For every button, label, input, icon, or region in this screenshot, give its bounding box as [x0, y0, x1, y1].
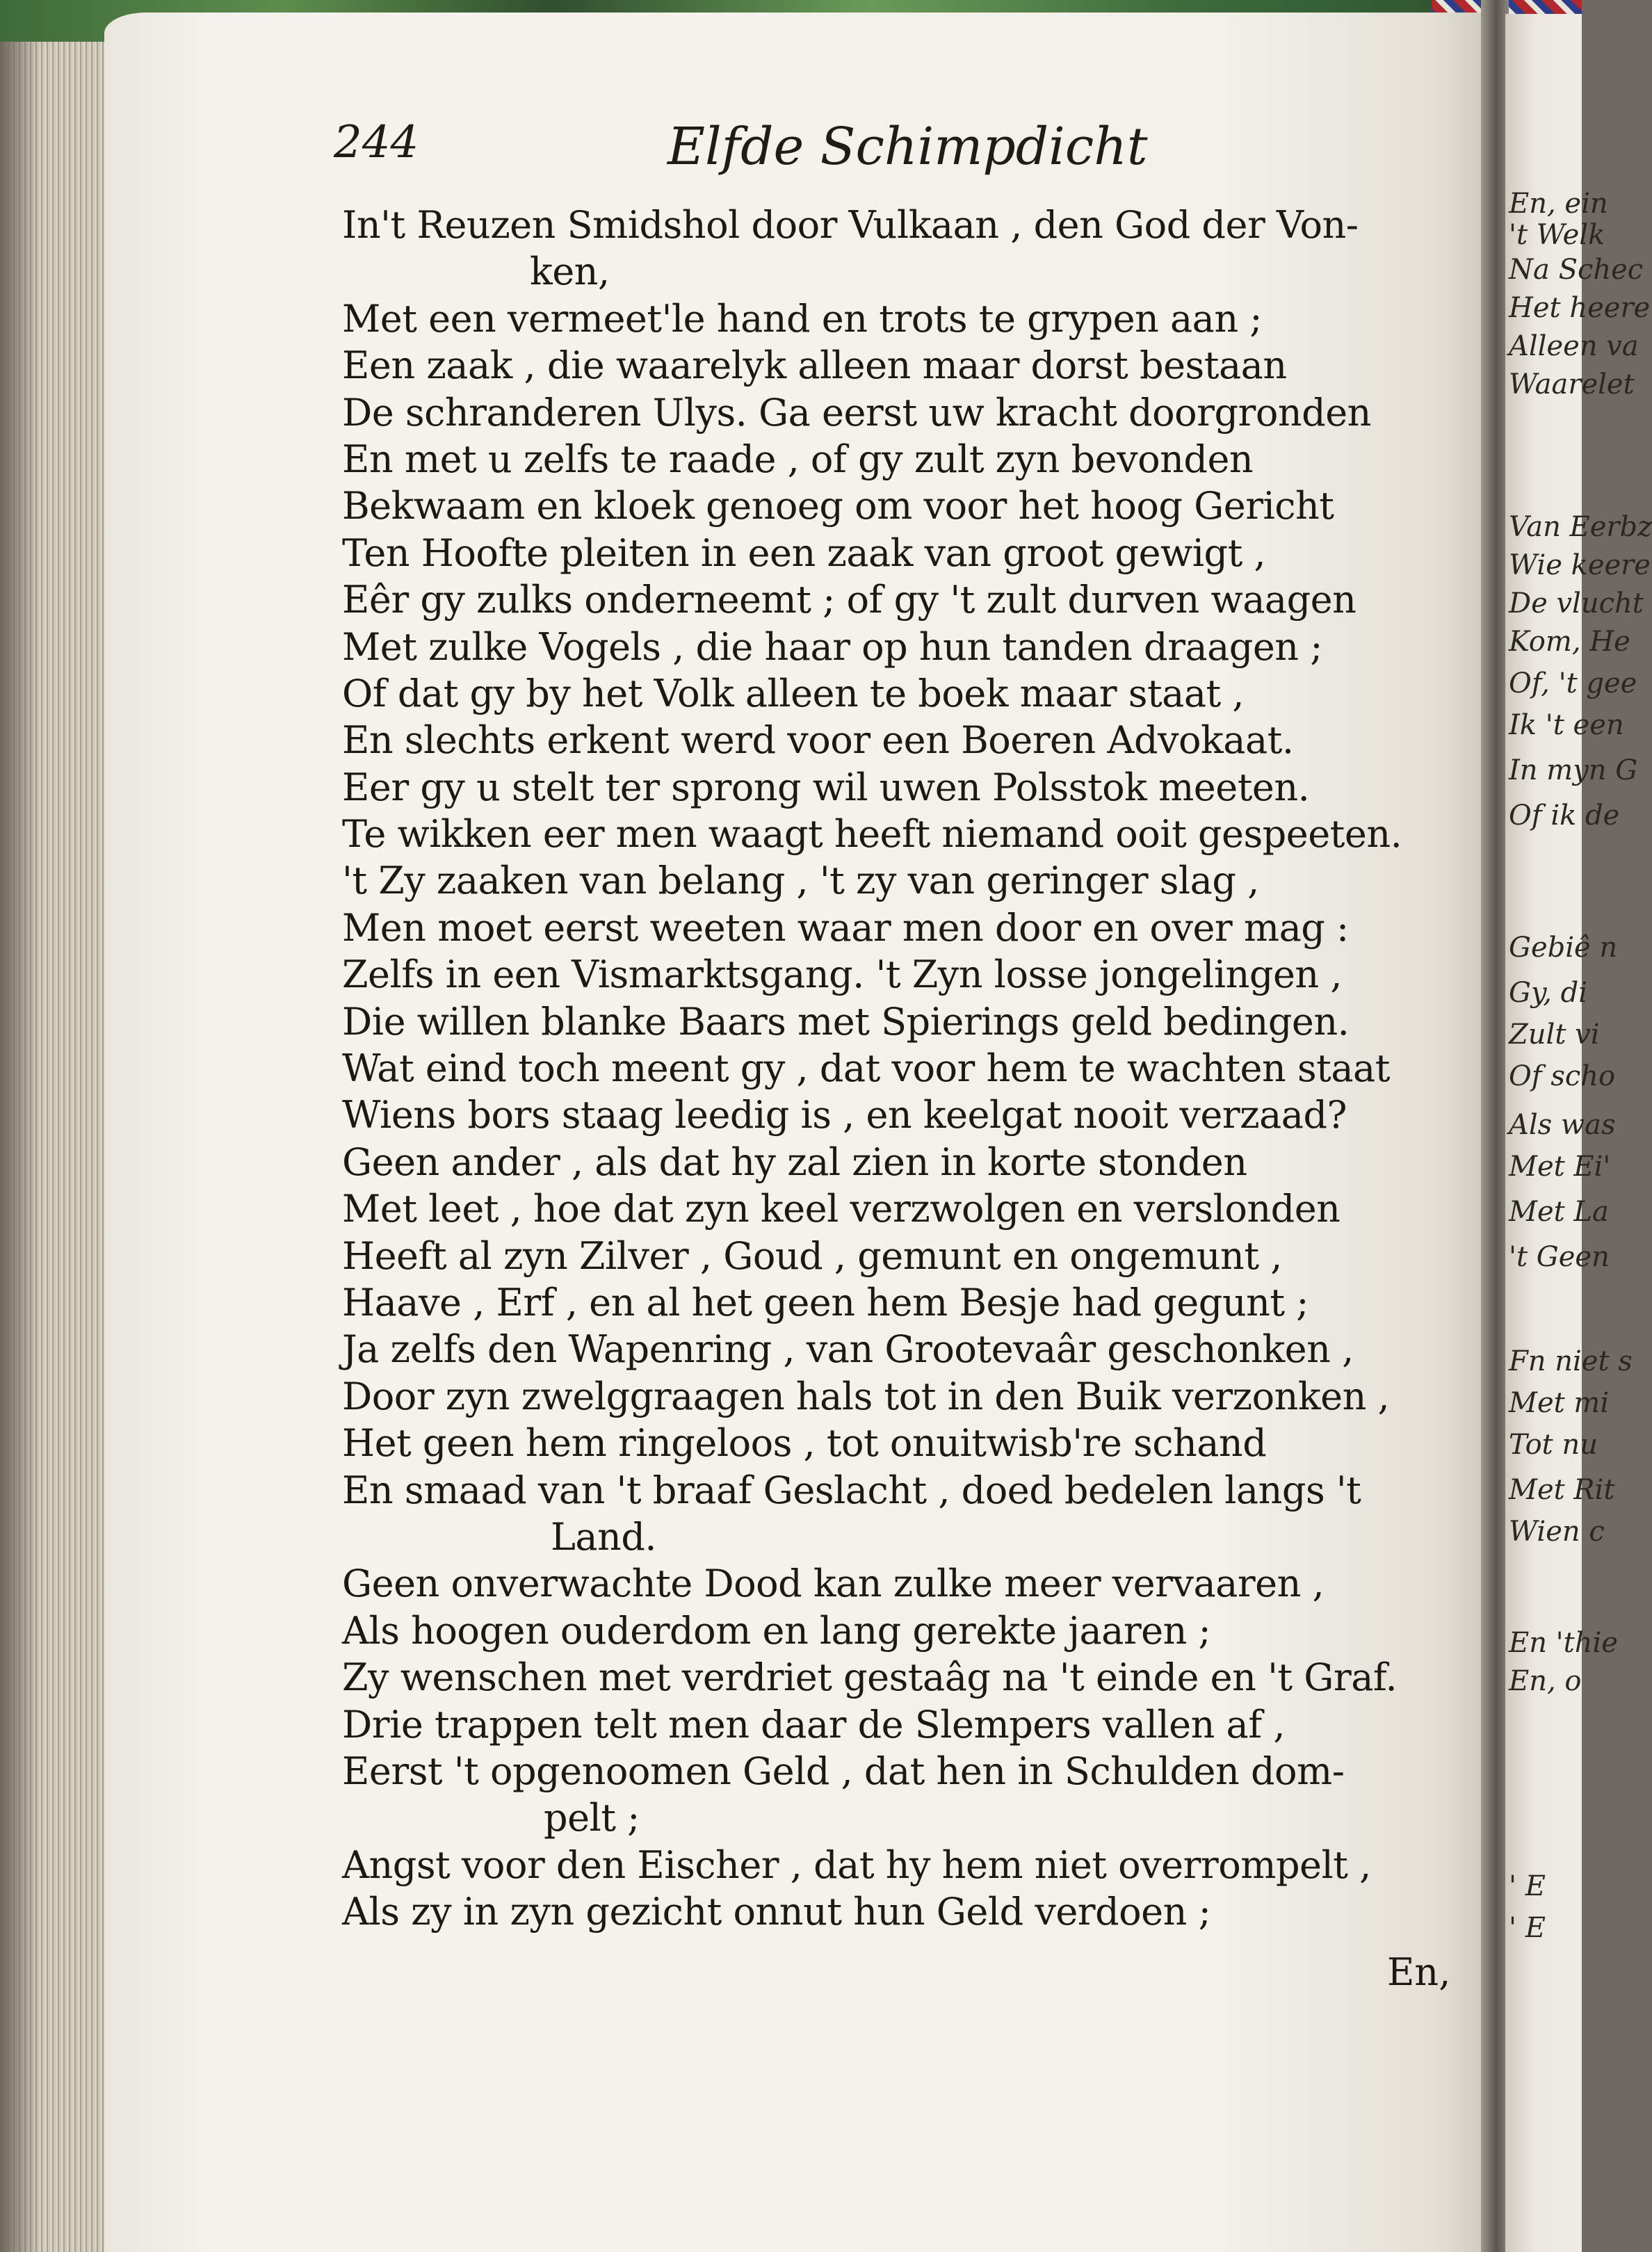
facing-page-line: In myn G [1509, 754, 1638, 786]
facing-page-line: Met La [1509, 1196, 1609, 1228]
poem-line: Te wikken eer men waagt heeft niemand ooit gespeeten. [342, 812, 1402, 857]
facing-page-line: En 'thie [1509, 1627, 1618, 1659]
facing-page-line: Of ik de [1509, 800, 1620, 832]
poem-line: En met u zelfs te raade , of gy zult zyn bevonden [342, 437, 1254, 481]
poem-line: pelt ; [544, 1796, 640, 1840]
poem-line: Geen onverwachte Dood kan zulke meer vervaaren , [342, 1562, 1325, 1606]
poem-line: Door zyn zwelggraagen hals tot in den Buik verzonken , [342, 1374, 1390, 1418]
poem-line: Eer gy u stelt ter sprong wil uwen Polsstok meeten. [342, 765, 1310, 809]
facing-page-line: De vlucht [1509, 588, 1644, 619]
facing-page-line: ' E [1509, 1870, 1546, 1902]
poem-line: Een zaak , die waarelyk alleen maar dorst bestaan [342, 343, 1287, 388]
facing-page-line: 't Welk [1509, 219, 1605, 251]
poem-line: Als hoogen ouderdom en lang gerekte jaaren ; [342, 1608, 1211, 1653]
poem-line: Eerst 't opgenoomen Geld , dat hen in Schulden dom- [342, 1749, 1345, 1793]
poem-line: En slechts erkent werd voor een Boeren Advokaat. [342, 718, 1294, 763]
poem-line: Zy wenschen met verdriet gestaâg na 't einde en 't Graf. [342, 1655, 1398, 1700]
facing-page-line: 't Geen [1509, 1241, 1610, 1273]
facing-page-line: Gy, di [1509, 977, 1588, 1009]
poem-line: 't Zy zaaken van belang , 't zy van geringer slag , [342, 859, 1259, 903]
page-number: 244 [334, 117, 419, 168]
page-edge-shadow [0, 42, 42, 2252]
poem-line: Eêr gy zulks onderneemt ; of gy 't zult durven waagen [342, 578, 1357, 622]
book-spine [1481, 0, 1509, 2252]
facing-page-line: En, o [1509, 1665, 1582, 1697]
facing-page-line: Ik 't een [1509, 709, 1624, 741]
facing-page-line: Of, 't gee [1509, 667, 1637, 699]
poem-line: Drie trappen telt men daar de Slempers vallen af , [342, 1702, 1286, 1747]
facing-page-line: Kom, He [1509, 626, 1630, 658]
poem-line: Als zy in zyn gezicht onnut hun Geld verdoen ; [342, 1890, 1211, 1934]
poem-line: Heeft al zyn Zilver , Goud , gemunt en ongemunt , [342, 1233, 1282, 1278]
facing-page-line: Gebiê n [1509, 932, 1618, 964]
poem-line: Het geen hem ringeloos , tot onuitwisb're schand [342, 1421, 1267, 1466]
poem-line: Bekwaam en kloek genoeg om voor het hoog Gericht [342, 484, 1334, 528]
poem-line: Met leet , hoe dat zyn keel verzwolgen en verslonden [342, 1187, 1341, 1231]
poem-line: Men moet eerst weeten waar men door en over mag : [342, 905, 1349, 950]
poem-line: Met een vermeet'le hand en trots te grypen aan ; [342, 296, 1262, 341]
poem-line: De schranderen Ulys. Ga eerst uw kracht doorgronden [342, 390, 1371, 435]
poem-line: Zelfs in een Vismarktsgang. 't Zyn losse jongelingen , [342, 953, 1343, 997]
page-header [334, 117, 1377, 200]
facing-page-line: Wien c [1509, 1516, 1605, 1548]
facing-page-line: Met Rit [1509, 1474, 1615, 1506]
facing-page-line: Zult vi [1509, 1019, 1600, 1051]
poem-line: En smaad van 't braaf Geslacht , doed bedelen langs 't [342, 1468, 1361, 1512]
facing-page-line: Waarelet [1509, 368, 1635, 400]
poem-line: Wiens bors staag leedig is , en keelgat nooit verzaad? [342, 1093, 1347, 1137]
poem-line: ken, [530, 250, 610, 294]
poem-line: In't Reuzen Smidshol door Vulkaan , den God der Von- [342, 203, 1359, 247]
facing-page-line: En, ein [1509, 188, 1608, 220]
running-head: Elfde Schimpdicht [667, 117, 1148, 177]
poem-line: Land. [551, 1514, 657, 1559]
poem-line: Angst voor den Eischer , dat hy hem niet overrompelt , [342, 1842, 1371, 1887]
poem-text [342, 202, 1468, 1935]
poem-line: Die willen blanke Baars met Spierings geld bedingen. [342, 999, 1350, 1044]
facing-page-line: Wie keere [1509, 549, 1651, 581]
poem-line: Ja zelfs den Wapenring , van Grootevaâr geschonken , [342, 1327, 1354, 1372]
poem-line: Haave , Erf , en al het geen hem Besje had gegunt ; [342, 1280, 1309, 1325]
poem-line: Of dat gy by het Volk alleen te boek maar staat , [342, 671, 1245, 715]
poem-line: Wat eind toch meent gy , dat voor hem te wachten staat [342, 1046, 1390, 1091]
facing-page-line: Alleen va [1509, 330, 1639, 362]
facing-page-line: Met mi [1509, 1387, 1610, 1419]
facing-page-line: Of scho [1509, 1060, 1616, 1092]
catchword: En, [1387, 1950, 1451, 1994]
facing-page-line: Het heere [1509, 292, 1651, 324]
facing-page-line: Fn niet s [1509, 1345, 1633, 1377]
poem-line: Ten Hoofte pleiten in een zaak van groot gewigt , [342, 530, 1266, 575]
facing-page-line: Als was [1509, 1109, 1616, 1141]
facing-page-line: Met Ei' [1509, 1151, 1611, 1183]
facing-page-line: Tot nu [1509, 1429, 1598, 1461]
poem-line: Geen ander , als dat hy zal zien in korte stonden [342, 1140, 1247, 1184]
facing-page-line: Van Eerbz [1509, 511, 1652, 543]
facing-page-line: Na Schec [1509, 254, 1644, 286]
facing-page-line: ' E [1509, 1912, 1546, 1944]
poem-line: Met zulke Vogels , die haar op hun tanden draagen ; [342, 624, 1322, 669]
